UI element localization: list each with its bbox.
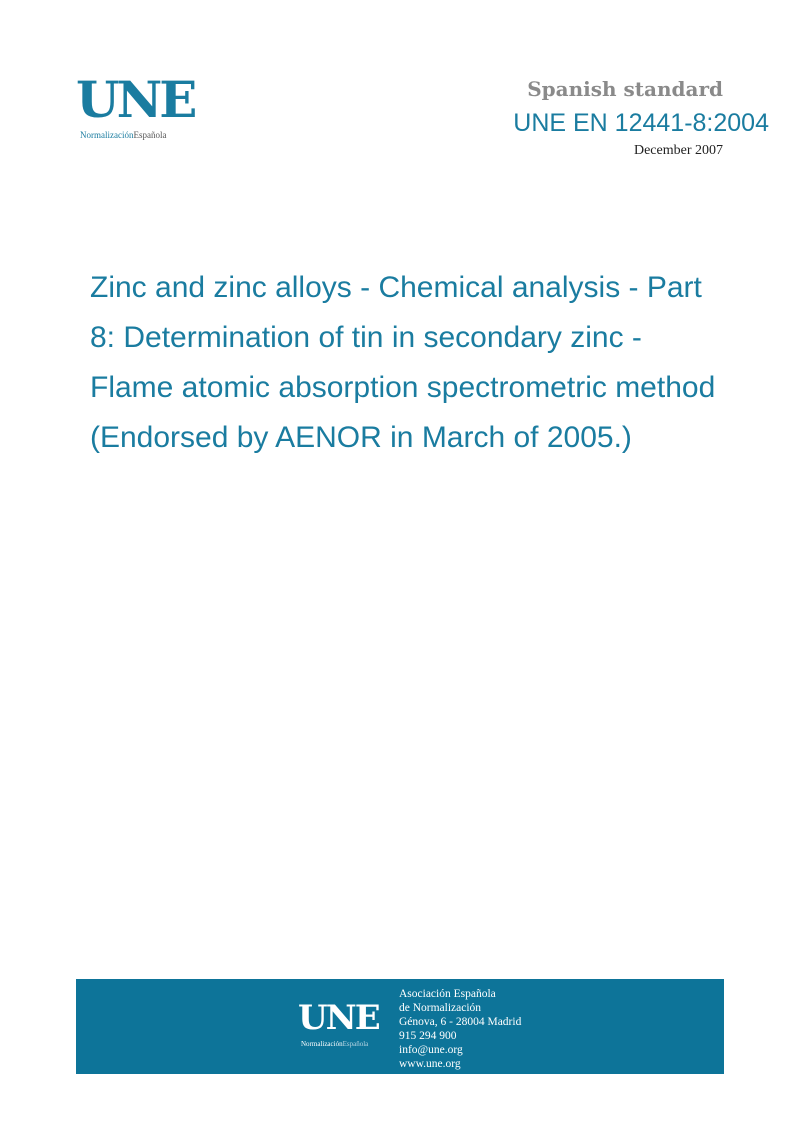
une-logo-mark: UNE	[76, 70, 195, 129]
email-address: info@une.org	[399, 1044, 463, 1056]
address-line: Asociación Española	[399, 988, 496, 1000]
address-line: de Normalización	[399, 1002, 482, 1014]
footer-tagline-part-2: Española	[342, 1040, 369, 1048]
logo-tagline-part-1: Normalización	[80, 130, 134, 140]
footer-tagline-part-1: Normalización	[301, 1040, 343, 1048]
title-line: 8: Determination of tin in secondary zinc -	[90, 321, 642, 354]
une-logo	[76, 70, 196, 144]
footer-logo-mark: UNE	[298, 998, 379, 1038]
phone-number: 915 294 900	[399, 1030, 457, 1042]
footer-logo-tagline	[301, 1040, 368, 1048]
standard-date: December 2007	[633, 143, 723, 158]
document-title	[90, 263, 780, 463]
une-logo-tagline	[80, 130, 166, 140]
standard-kind: Spanish standard	[527, 77, 723, 101]
logo-tagline-part-2: Española	[133, 130, 167, 140]
standard-code: UNE EN 12441-8:2004	[513, 109, 769, 137]
title-line: (Endorsed by AENOR in March of 2005.)	[90, 421, 632, 454]
title-line: Zinc and zinc alloys - Chemical analysis - Part	[90, 271, 702, 304]
footer-address	[399, 987, 521, 1071]
website-url: www.une.org	[399, 1058, 461, 1070]
address-line: Génova, 6 - 28004 Madrid	[399, 1016, 522, 1028]
title-line: Flame atomic absorption spectrometric method	[90, 371, 716, 404]
footer-band	[76, 979, 724, 1074]
footer-une-logo	[298, 999, 388, 1055]
standard-info	[513, 76, 769, 158]
